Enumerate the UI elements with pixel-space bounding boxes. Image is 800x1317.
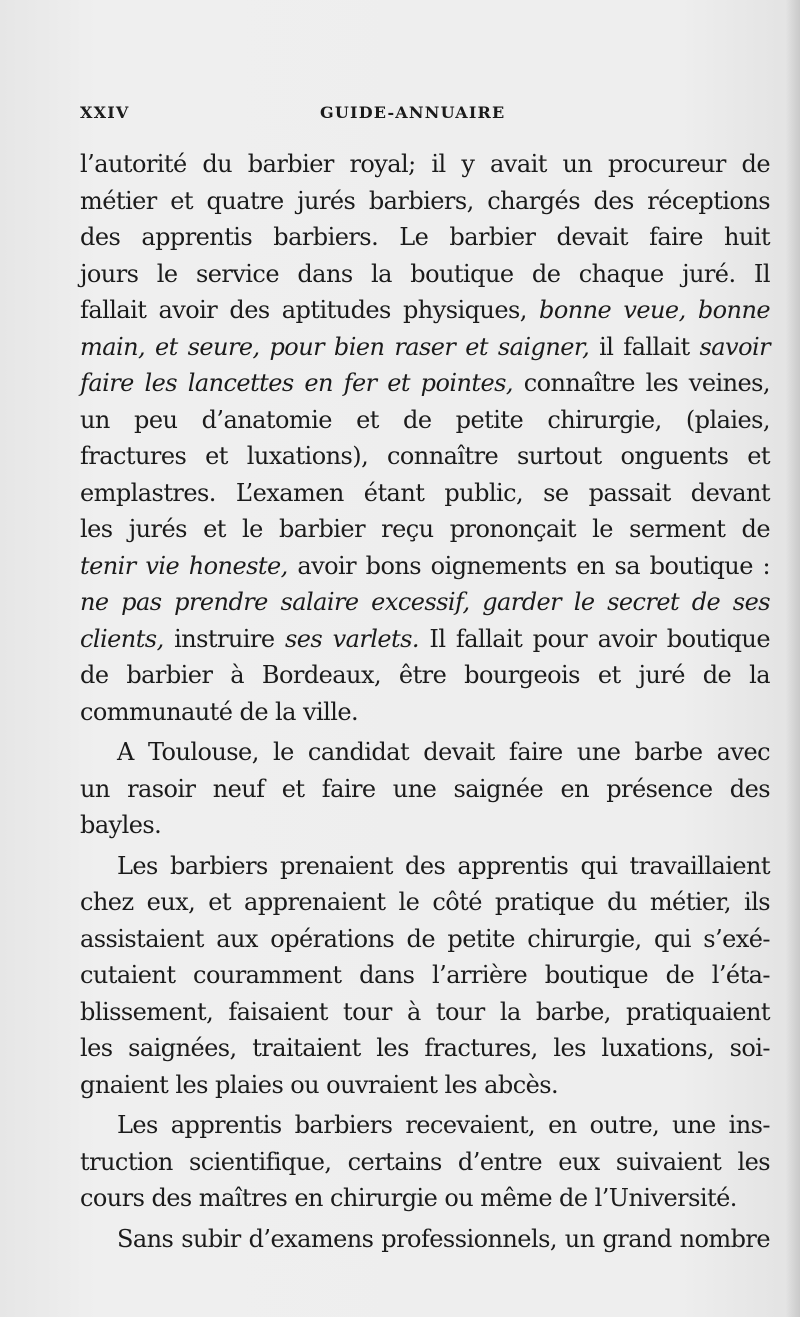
- page-number: XXIV: [80, 103, 130, 122]
- italic-text-segment: bonne veue, bonne: [539, 296, 771, 324]
- text-line: [80, 438, 770, 475]
- text-line: [80, 694, 770, 731]
- italic-text-segment: ne pas prendre salaire excessif, garder le secret de ses: [80, 588, 770, 616]
- text-segment: chez eux, et apprenaient le côté pratique du métier, ils: [80, 888, 770, 916]
- text-line: [80, 1030, 770, 1067]
- text-line: [80, 994, 770, 1031]
- text-line: [80, 657, 770, 694]
- italic-text-segment: clients,: [80, 624, 164, 653]
- text-segment: assistaient aux opérations de petite chirurgie, qui s’exé-: [80, 924, 770, 953]
- text-line: [80, 329, 770, 366]
- text-segment: A Toulouse, le candidat devait faire une barbe avec: [117, 738, 770, 766]
- text-segment: de barbier à Bordeaux, être bourgeois et juré de la: [80, 661, 770, 689]
- text-segment: truction scientifique, certains d’entre eux suivaient les: [80, 1147, 770, 1176]
- text-line: [80, 1144, 770, 1181]
- text-line: [80, 402, 770, 439]
- text-segment: un peu d’anatomie et de petite chirurgie, (plaies,: [80, 405, 770, 434]
- text-line: [80, 957, 770, 994]
- text-line: [80, 848, 770, 885]
- text-line: [80, 1107, 770, 1144]
- italic-text-segment: tenir vie honeste,: [80, 551, 288, 580]
- text-segment: jours le service dans la boutique de chaque juré. Il: [80, 259, 770, 288]
- body-text: [80, 146, 770, 1257]
- italic-text-segment: faire les lancettes en fer et pointes,: [80, 369, 514, 397]
- text-line: [80, 256, 770, 293]
- text-line: [80, 807, 770, 844]
- text-segment: métier et quatre jurés barbiers, chargés des réceptions: [80, 186, 770, 215]
- text-segment: emplastres. L’examen étant public, se passait devant: [80, 478, 770, 507]
- text-line: [80, 475, 770, 512]
- text-segment: Il fallait pour avoir boutique: [418, 624, 770, 653]
- text-segment: avoir bons oignements en sa boutique :: [287, 551, 771, 580]
- text-segment: communauté de la ville.: [80, 697, 359, 726]
- text-line: [80, 1221, 770, 1258]
- italic-text-segment: ses varlets.: [284, 624, 419, 653]
- text-line: [80, 511, 770, 548]
- text-line: [80, 884, 770, 921]
- text-line: [80, 365, 770, 402]
- text-segment: les jurés et le barbier reçu prononçait le serment de: [80, 515, 770, 543]
- text-line: [80, 771, 770, 808]
- text-line: [80, 219, 770, 256]
- text-segment: instruire: [163, 624, 285, 653]
- text-segment: bayles.: [80, 811, 162, 839]
- text-segment: Les apprentis barbiers recevaient, en outre, une ins-: [117, 1111, 770, 1139]
- text-line: [80, 146, 770, 183]
- text-segment: gnaient les plaies ou ouvraient les abcès.: [80, 1070, 559, 1099]
- text-segment: il fallait: [589, 332, 700, 361]
- text-line: [80, 1067, 770, 1104]
- text-segment: connaître les veines,: [513, 369, 770, 397]
- text-line: [80, 548, 770, 585]
- text-segment: des apprentis barbiers. Le barbier devait faire huit: [80, 223, 770, 251]
- running-title: GUIDE-ANNUAIRE: [320, 103, 506, 122]
- text-line: [80, 292, 770, 329]
- italic-text-segment: main, et seure, pour bien raser et saigner,: [80, 332, 590, 361]
- running-head: [80, 103, 770, 127]
- text-segment: cutaient couramment dans l’arrière boutique de l’éta-: [80, 961, 770, 989]
- text-line: [80, 921, 770, 958]
- text-segment: Sans subir d’examens professionnels, un grand nombre: [117, 1224, 770, 1253]
- page-edge-shadow: [786, 0, 800, 1317]
- text-segment: Les barbiers prenaient des apprentis qui travaillaient: [117, 851, 770, 880]
- text-line: [80, 734, 770, 771]
- text-segment: blissement, faisaient tour à tour la barbe, pratiquaient: [80, 997, 770, 1026]
- text-segment: cours des maîtres en chirurgie ou même de l’Université.: [80, 1184, 737, 1212]
- text-segment: l’autorité du barbier royal; il y avait un procureur de: [80, 150, 770, 178]
- text-line: [80, 584, 770, 621]
- text-segment: fallait avoir des aptitudes physiques,: [80, 296, 539, 324]
- italic-text-segment: savoir: [699, 332, 771, 361]
- text-segment: un rasoir neuf et faire une saignée en présence des: [80, 774, 770, 803]
- text-line: [80, 621, 770, 658]
- text-segment: fractures et luxations), connaître surtout onguents et: [80, 442, 770, 470]
- text-segment: les saignées, traitaient les fractures, les luxations, soi-: [80, 1034, 770, 1062]
- text-line: [80, 183, 770, 220]
- text-line: [80, 1180, 770, 1217]
